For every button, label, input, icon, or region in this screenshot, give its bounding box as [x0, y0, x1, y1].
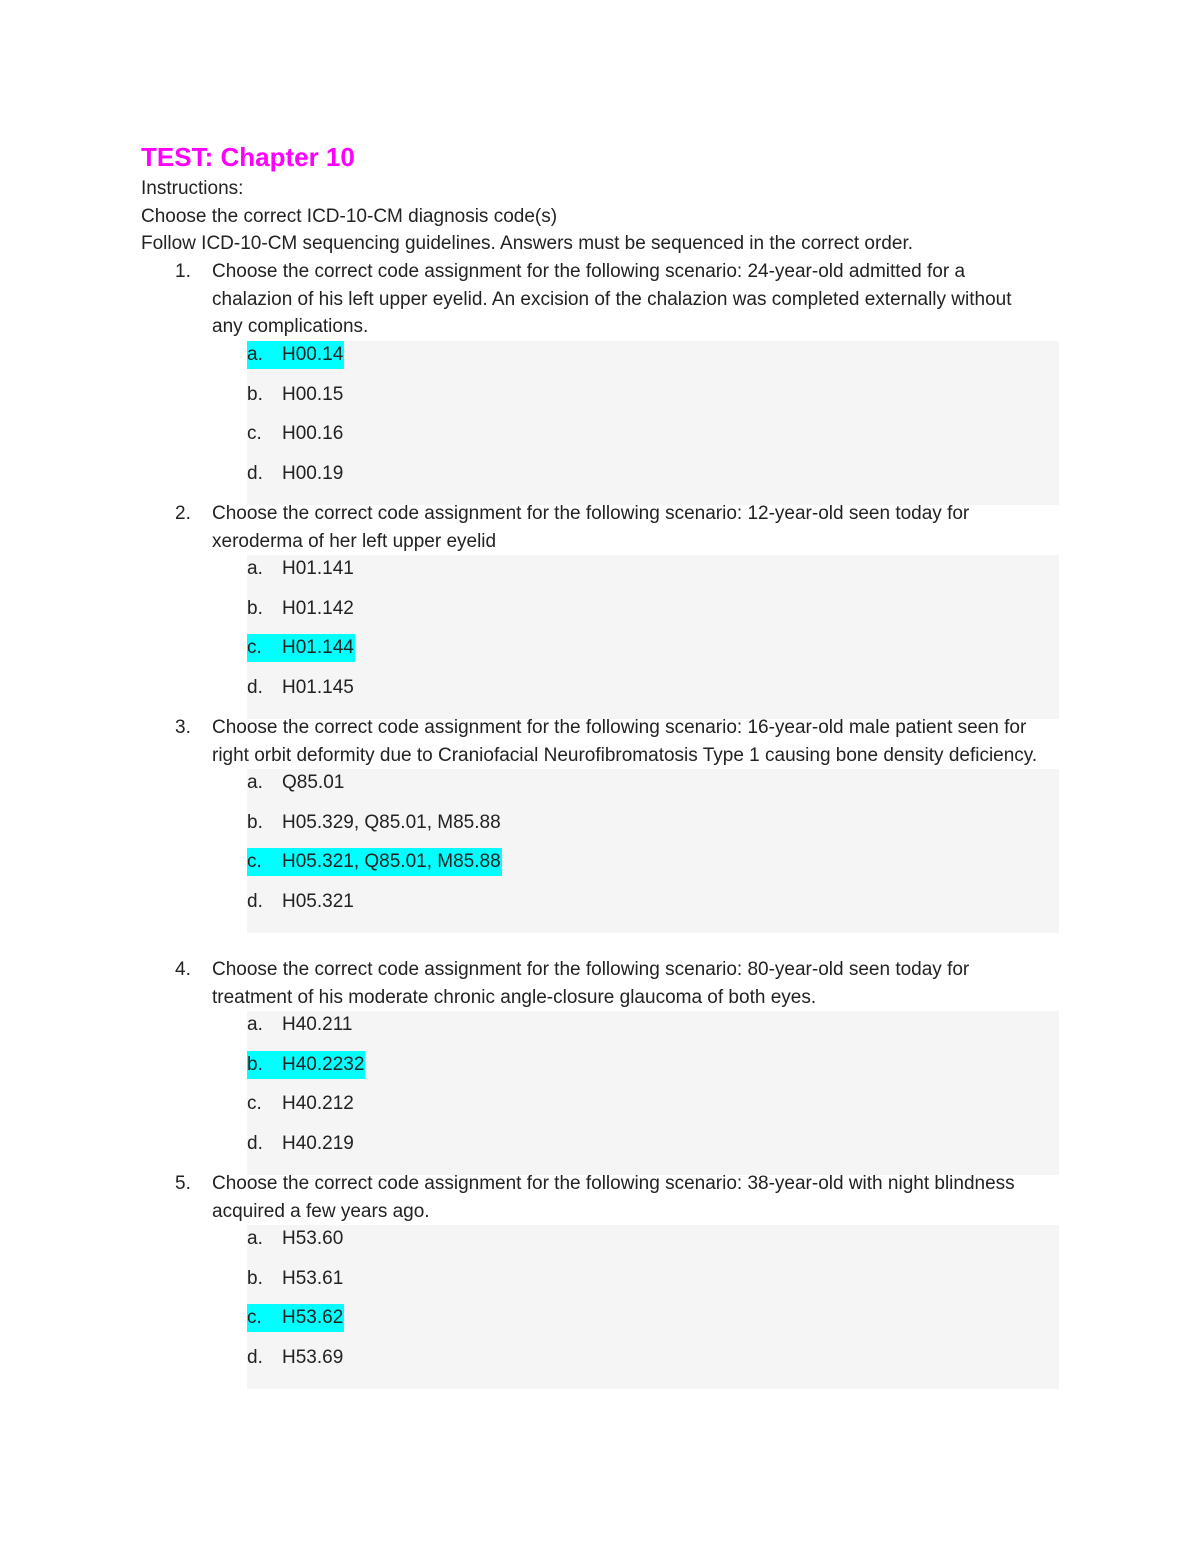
- answer-option-content: [247, 769, 345, 797]
- answer-option: [247, 555, 1059, 595]
- answer-option: [247, 1225, 1059, 1265]
- answer-option-content: [247, 381, 344, 409]
- answer-options: [247, 1225, 1059, 1389]
- option-code: H40.212: [282, 1093, 354, 1115]
- question-item: [141, 258, 1041, 505]
- answer-option-content: [247, 1225, 344, 1253]
- answer-option: [247, 769, 1059, 809]
- option-code: H05.321, Q85.01, M85.88: [282, 851, 501, 873]
- question-item: [141, 714, 1041, 933]
- option-letter: d.: [247, 1346, 263, 1368]
- option-letter: c.: [247, 637, 262, 659]
- answer-options: [247, 769, 1059, 933]
- instructions-block: [141, 175, 913, 258]
- question-text: [141, 258, 1041, 341]
- answer-option-content: [247, 1011, 353, 1039]
- answer-option-highlight: [247, 1304, 344, 1332]
- option-letter: b.: [247, 811, 263, 833]
- answer-option-content: [247, 1130, 355, 1158]
- answer-option: [247, 1304, 1059, 1344]
- answer-options: [247, 555, 1059, 719]
- question-item: [141, 1170, 1041, 1389]
- question-text: [141, 956, 1041, 1011]
- answer-option-content: [247, 1344, 344, 1372]
- answer-option: [247, 888, 1059, 928]
- answer-option-content: [247, 1090, 355, 1118]
- option-letter: d.: [247, 890, 263, 912]
- option-letter: a.: [247, 344, 263, 366]
- answer-option: [247, 420, 1059, 460]
- option-code: H53.60: [282, 1228, 344, 1250]
- answer-option-content: [247, 460, 344, 488]
- option-code: H01.144: [282, 637, 354, 659]
- answer-option-highlight: [247, 848, 502, 876]
- option-code: Q85.01: [282, 772, 345, 794]
- answer-option: [247, 634, 1059, 674]
- option-letter: a.: [247, 1228, 263, 1250]
- answer-option: [247, 1051, 1059, 1091]
- question-prompt: Choose the correct code assignment for the following scenario: 24-year-old admitted for a chalazion of his left upper eyelid. An excision of the chalazion was completed externally without any complications.: [212, 261, 1012, 338]
- answer-option-highlight: [247, 341, 344, 369]
- answer-option-content: [247, 1265, 344, 1293]
- answer-option: [247, 341, 1059, 381]
- option-letter: a.: [247, 772, 263, 794]
- option-code: H53.69: [282, 1346, 344, 1368]
- option-letter: b.: [247, 597, 263, 619]
- answer-option: [247, 1344, 1059, 1384]
- option-letter: d.: [247, 462, 263, 484]
- answer-option-content: [247, 595, 355, 623]
- question-number: 4.: [175, 959, 191, 980]
- answer-option-content: [247, 420, 344, 448]
- answer-option: [247, 460, 1059, 500]
- option-letter: c.: [247, 1093, 262, 1115]
- option-code: H53.61: [282, 1267, 344, 1289]
- answer-options: [247, 1011, 1059, 1175]
- option-letter: b.: [247, 1267, 263, 1289]
- option-code: H01.141: [282, 558, 354, 580]
- answer-option: [247, 1265, 1059, 1305]
- option-letter: c.: [247, 851, 262, 873]
- answer-options: [247, 341, 1059, 505]
- answer-option: [247, 809, 1059, 849]
- question-item: [141, 956, 1041, 1175]
- question-prompt: Choose the correct code assignment for the following scenario: 80-year-old seen today for treatment of his moderate chronic angle-closure glaucoma of both eyes.: [212, 959, 970, 1008]
- option-letter: d.: [247, 676, 263, 698]
- option-code: H40.211: [282, 1014, 353, 1036]
- answer-option: [247, 1011, 1059, 1051]
- answer-option-highlight: [247, 1051, 365, 1079]
- option-letter: d.: [247, 1132, 263, 1154]
- option-letter: c.: [247, 1307, 262, 1329]
- option-letter: b.: [247, 383, 263, 405]
- answer-option: [247, 1130, 1059, 1170]
- question-text: [141, 500, 1041, 555]
- answer-option-content: [247, 674, 355, 702]
- option-code: H00.19: [282, 462, 344, 484]
- option-letter: c.: [247, 423, 262, 445]
- answer-option-content: [247, 555, 355, 583]
- question-prompt: Choose the correct code assignment for the following scenario: 38-year-old with night blindness acquired a few years ago.: [212, 1173, 1015, 1222]
- question-prompt: Choose the correct code assignment for the following scenario: 12-year-old seen today for xeroderma of her left upper eyelid: [212, 503, 970, 552]
- option-letter: a.: [247, 558, 263, 580]
- question-item: [141, 500, 1041, 719]
- option-code: H40.2232: [282, 1053, 365, 1075]
- answer-option: [247, 674, 1059, 714]
- question-number: 5.: [175, 1173, 191, 1194]
- option-code: H01.142: [282, 597, 354, 619]
- option-code: H05.329, Q85.01, M85.88: [282, 811, 501, 833]
- answer-option: [247, 1090, 1059, 1130]
- question-text: [141, 714, 1041, 769]
- option-code: H40.219: [282, 1132, 354, 1154]
- option-code: H01.145: [282, 676, 354, 698]
- answer-option-content: [247, 888, 355, 916]
- instructions-line: Follow ICD-10-CM sequencing guidelines. Answers must be sequenced in the correct order.: [141, 233, 913, 255]
- answer-option-highlight: [247, 634, 355, 662]
- answer-option-content: [247, 809, 502, 837]
- option-code: H05.321: [282, 890, 354, 912]
- option-code: H00.16: [282, 423, 344, 445]
- option-code: H53.62: [282, 1307, 344, 1329]
- option-code: H00.15: [282, 383, 344, 405]
- option-code: H00.14: [282, 344, 344, 366]
- option-letter: b.: [247, 1053, 263, 1075]
- instructions-heading: Instructions:: [141, 178, 244, 199]
- question-prompt: Choose the correct code assignment for the following scenario: 16-year-old male patient seen for right orbit deformity due to Craniofacial Neurofibromatosis Type 1 causing bone density deficiency.: [212, 717, 1038, 766]
- option-letter: a.: [247, 1014, 263, 1036]
- page-title: TEST: Chapter 10: [141, 142, 355, 172]
- question-number: 3.: [175, 717, 191, 738]
- answer-option: [247, 848, 1059, 888]
- question-text: [141, 1170, 1041, 1225]
- question-number: 1.: [175, 261, 191, 282]
- instructions-line: Choose the correct ICD-10-CM diagnosis code(s): [141, 205, 558, 227]
- question-number: 2.: [175, 503, 191, 524]
- answer-option: [247, 381, 1059, 421]
- answer-option: [247, 595, 1059, 635]
